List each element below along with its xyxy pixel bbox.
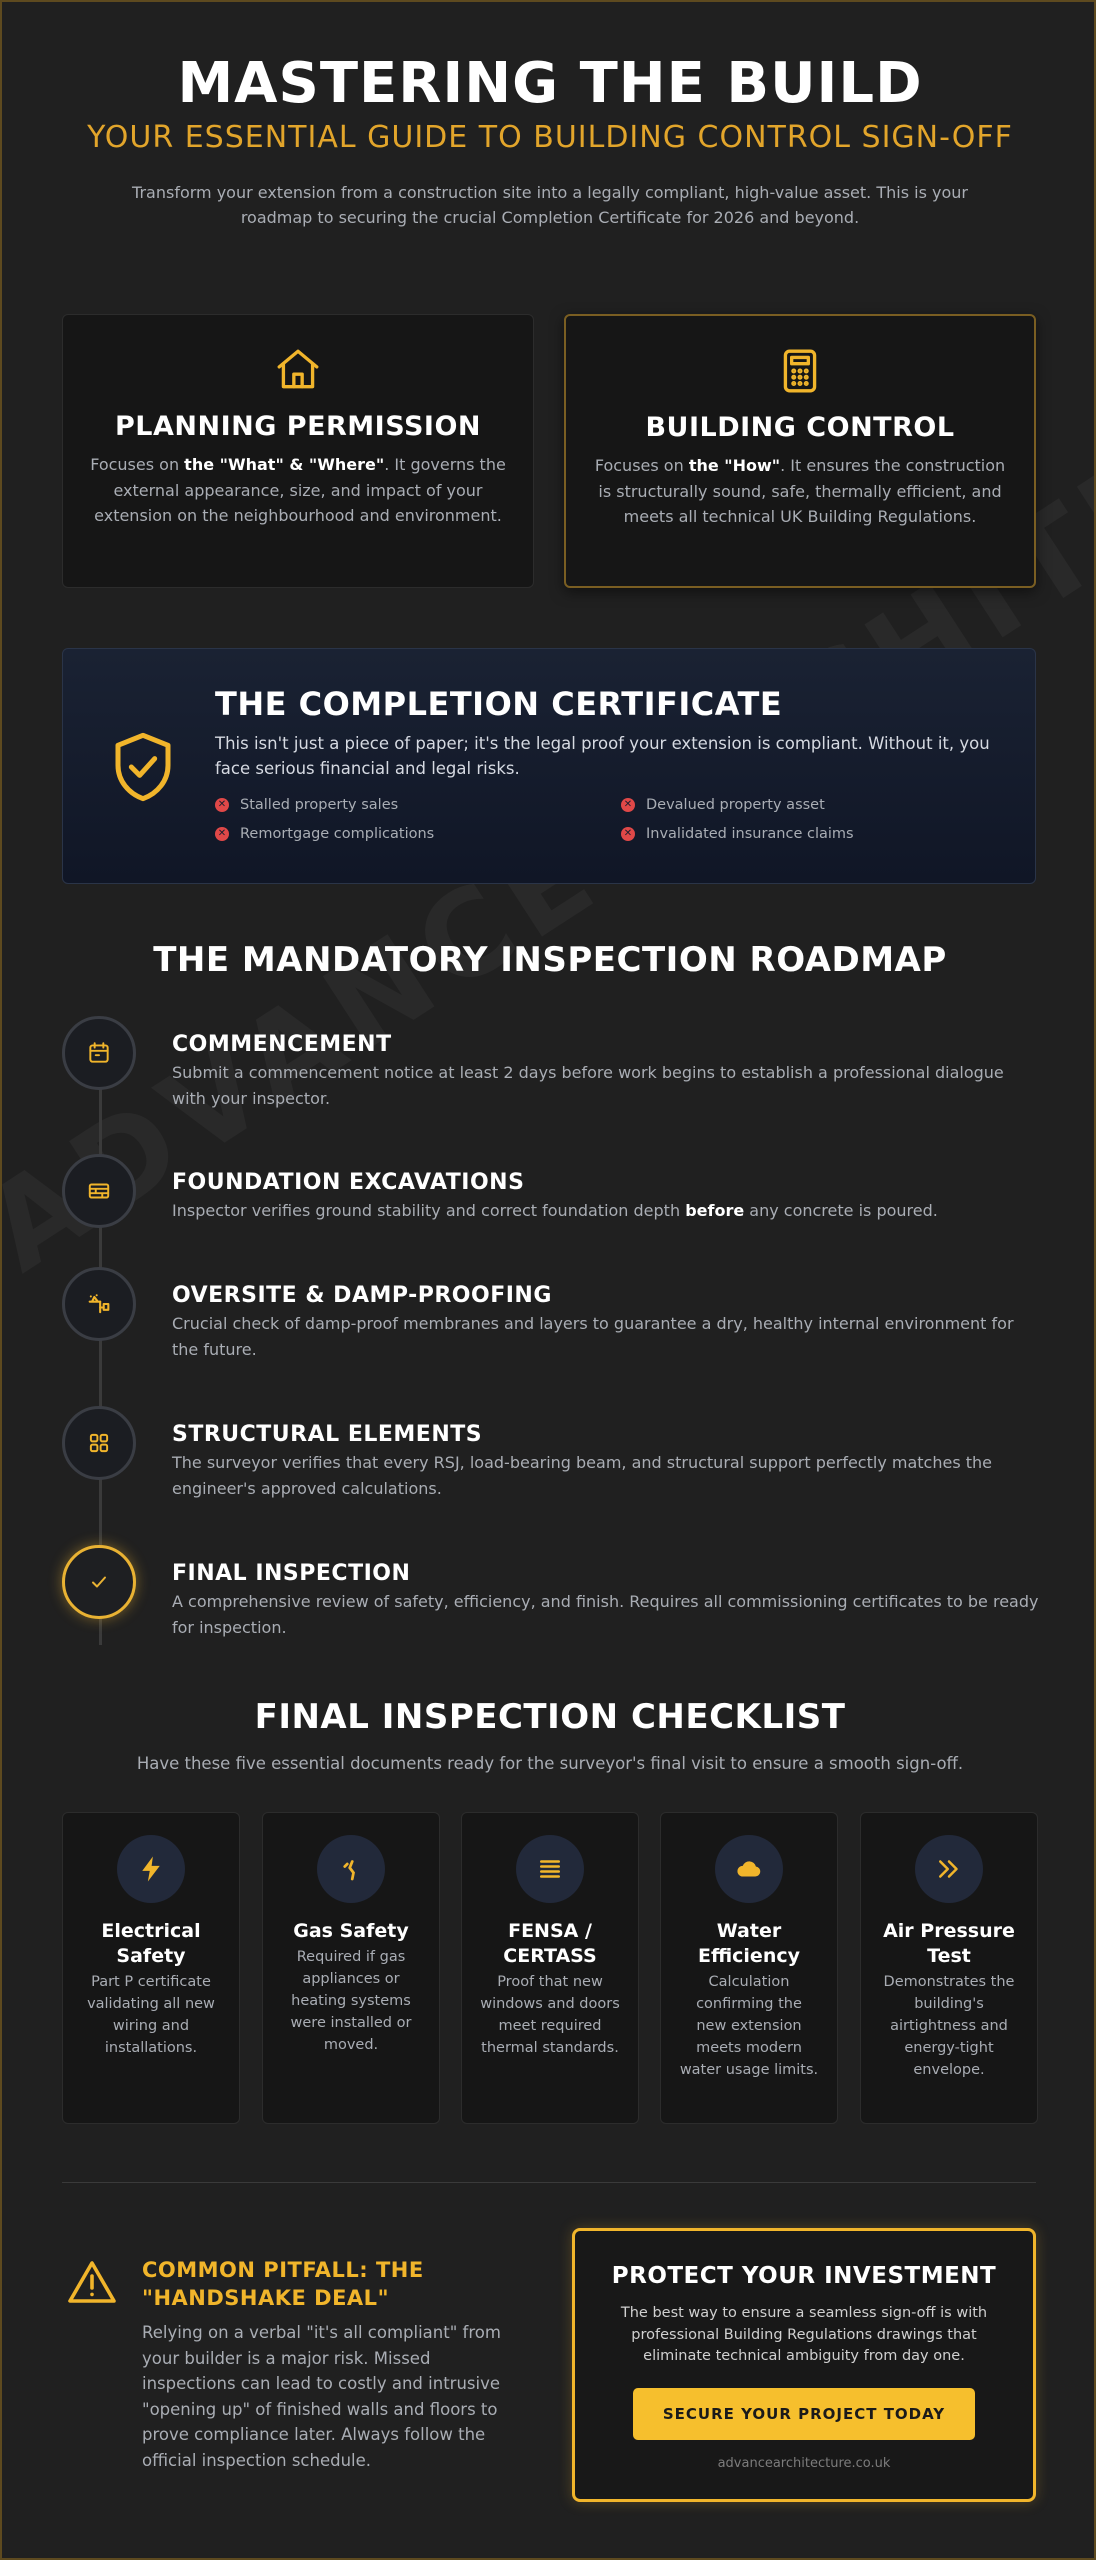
- card-title: PLANNING PERMISSION: [115, 411, 481, 442]
- checklist-item-title: Electrical Safety: [101, 1920, 201, 1967]
- risk-item: ✕ Invalidated insurance claims: [621, 826, 854, 842]
- pitfall-text: Relying on a verbal "it's all compliant" from your builder is a major risk. Missed inspections can lead to costly and intrusive "opening up" of finished walls and floors to prove compliance later. Always follow the official inspection schedule.: [142, 2323, 501, 2470]
- checklist-item-title: FENSA / CERTASS: [503, 1920, 597, 1967]
- risk-item: ✕ Stalled property sales: [215, 797, 398, 813]
- step-text: Crucial check of damp-proof membranes and layers to guarantee a dry, healthy internal environment for the future.: [172, 1314, 1014, 1359]
- section-divider: [62, 2182, 1036, 2183]
- window-lines-icon: [516, 1835, 584, 1903]
- step-text: A comprehensive review of safety, efficiency, and finish. Requires all commissioning certificates to be ready for inspection.: [172, 1592, 1039, 1637]
- x-circle-icon: ✕: [621, 827, 635, 841]
- checklist-subtitle: Have these five essential documents ready for the surveyor's final visit to ensure a smooth sign-off.: [136, 1754, 964, 1773]
- checklist-item-title: Water Efficiency: [697, 1920, 800, 1967]
- page-title: MASTERING THE BUILD: [177, 51, 923, 116]
- website-link[interactable]: advancearchitecture.co.uk: [717, 2455, 891, 2471]
- cta-box: [572, 2228, 1036, 2502]
- checklist-item-text: Required if gas appliances or heating systems were installed or moved.: [290, 1949, 412, 2053]
- checklist-item-text: Part P certificate validating all new wiring and installations.: [87, 1974, 215, 2056]
- step-title: OVERSITE & DAMP-PROOFING: [172, 1283, 552, 1308]
- checklist-title: FINAL INSPECTION CHECKLIST: [254, 1697, 846, 1737]
- calculator-icon: [775, 346, 825, 396]
- cta-title: PROTECT YOUR INVESTMENT: [611, 2263, 997, 2289]
- grid-icon: [62, 1406, 136, 1480]
- page-subtitle: YOUR ESSENTIAL GUIDE TO BUILDING CONTROL SIGN-OFF: [87, 120, 1013, 155]
- lightning-icon: [117, 1835, 185, 1903]
- foundation-icon: [62, 1154, 136, 1228]
- checklist-item-text: Proof that new windows and doors meet required thermal standards.: [480, 1974, 620, 2056]
- completion-certificate-panel: [62, 648, 1036, 884]
- calendar-icon: [62, 1016, 136, 1090]
- roadmap-title: THE MANDATORY INSPECTION ROADMAP: [153, 940, 947, 980]
- checklist-item-title: Gas Safety: [293, 1920, 409, 1942]
- step-title: FINAL INSPECTION: [172, 1561, 411, 1586]
- building-control-card: [564, 314, 1036, 588]
- house-icon: [273, 345, 323, 395]
- risk-item: ✕ Devalued property asset: [621, 797, 825, 813]
- card-text: Focuses on the "What" & "Where". It governs the external appearance, size, and impact of your extension on the neighbourhood and environment.: [90, 455, 506, 525]
- step-text: The surveyor verifies that every RSJ, load-bearing beam, and structural support perfectly matches the engineer's approved calculations.: [172, 1453, 992, 1498]
- checklist-item-fensa: [461, 1812, 639, 2124]
- x-circle-icon: ✕: [621, 798, 635, 812]
- step-text: Inspector verifies ground stability and correct foundation depth before any concrete is poured.: [172, 1201, 938, 1220]
- checklist-item-water: [660, 1812, 838, 2124]
- step-title: COMMENCEMENT: [172, 1032, 392, 1057]
- shield-check-icon: [103, 727, 183, 807]
- card-text: Focuses on the "How". It ensures the construction is structurally sound, safe, thermally efficient, and meets all technical UK Building Regulations.: [594, 456, 1006, 526]
- checklist-item-title: Air Pressure Test: [883, 1920, 1015, 1967]
- step-title: FOUNDATION EXCAVATIONS: [172, 1170, 525, 1195]
- checklist-item-electrical: [62, 1812, 240, 2124]
- risk-item: ✕ Remortgage complications: [215, 826, 434, 842]
- certificate-lead: This isn't just a piece of paper; it's the legal proof your extension is compliant. Without it, you face serious financial and legal risks.: [215, 734, 990, 778]
- intro-text: Transform your extension from a construction site into a legally compliant, high-value asset. This is your roadmap to securing the crucial Completion Certificate for 2026 and beyond.: [132, 183, 968, 227]
- planning-permission-card: [62, 314, 534, 588]
- x-circle-icon: ✕: [215, 798, 229, 812]
- crane-icon: [62, 1267, 136, 1341]
- step-text: Submit a commencement notice at least 2 days before work begins to establish a professional dialogue with your inspector.: [172, 1063, 1004, 1108]
- secure-project-button[interactable]: SECURE YOUR PROJECT TODAY: [633, 2388, 975, 2440]
- cloud-icon: [715, 1835, 783, 1903]
- warning-triangle-icon: [66, 2258, 118, 2306]
- check-icon: [62, 1545, 136, 1619]
- flame-icon: [317, 1835, 385, 1903]
- certificate-title: THE COMPLETION CERTIFICATE: [215, 685, 783, 723]
- checklist-item-air-pressure: [860, 1812, 1038, 2124]
- checklist-item-text: Calculation confirming the new extension meets modern water usage limits.: [679, 1974, 819, 2078]
- pitfall-title: COMMON PITFALL: THE "HANDSHAKE DEAL": [142, 2258, 424, 2310]
- checklist-item-gas: [262, 1812, 440, 2124]
- card-title: BUILDING CONTROL: [645, 412, 955, 443]
- cta-text: The best way to ensure a seamless sign-off is with professional Building Regulations drawings that eliminate technical ambiguity from day one.: [620, 2305, 988, 2364]
- hero: [2, 51, 1096, 230]
- checklist-item-text: Demonstrates the building's airtightness and energy-tight envelope.: [883, 1974, 1015, 2078]
- step-title: STRUCTURAL ELEMENTS: [172, 1422, 483, 1447]
- double-chevron-icon: [915, 1835, 983, 1903]
- x-circle-icon: ✕: [215, 827, 229, 841]
